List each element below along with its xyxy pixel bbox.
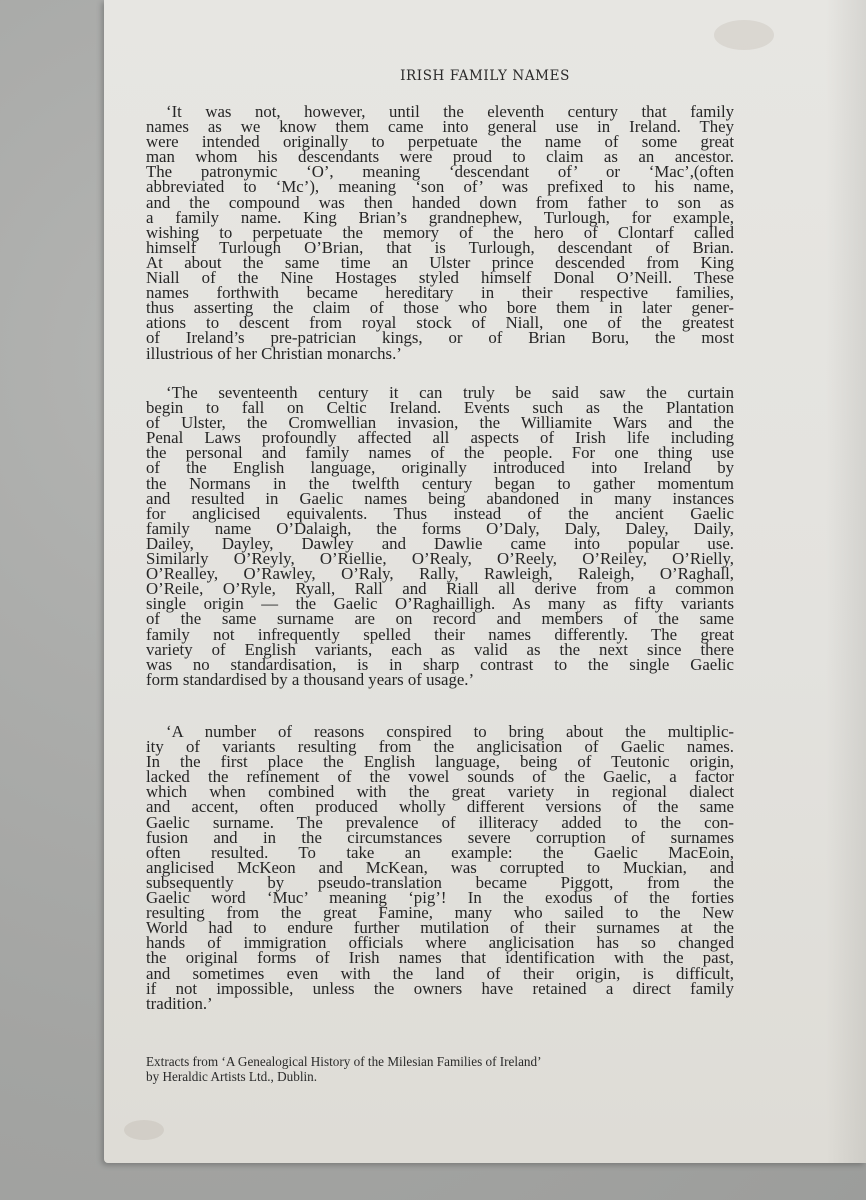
paper-stain [714, 20, 774, 50]
text-line: hands of immigration officials where anglicisation has so changed [146, 933, 734, 953]
text-line: single origin — the Gaelic O’Raghailligh. As many as fifty variants [146, 594, 734, 614]
paragraph-2 [146, 385, 734, 687]
text-line: of Ulster, the Cromwellian invasion, the Williamite Wars and the [146, 413, 734, 433]
text-line: were intended originally to perpetuate the name of some great [146, 132, 734, 152]
text-line: ‘A number of reasons conspired to bring about the multiplic- [166, 722, 734, 741]
text-line: for anglicised equivalents. Thus instead of the ancient Gaelic [146, 503, 734, 523]
text-line: if not impossible, unless the owners have retained a direct family [146, 978, 734, 998]
text-line: anglicised McKeon and McKean, was corrupted to Muckian, and [146, 857, 734, 877]
paragraph-1 [146, 104, 734, 361]
text-line: the original forms of Irish names that identification with the past, [146, 948, 734, 968]
text-line: The patronymic ‘O’, meaning ‘descendant of’ or ‘Mac’,(often [146, 162, 734, 182]
text-line: which when combined with the great variety in regional dialect [146, 782, 734, 802]
text-line: names as we know them came into general use in Ireland. They [146, 117, 734, 137]
text-line: Gaelic surname. The prevalence of illiteracy added to the con- [146, 812, 734, 832]
text-line: and sometimes even with the land of their origin, is difficult, [146, 963, 734, 983]
source-line: Extracts from ‘A Genealogical History of the Milesian Families of Ireland’ [146, 1054, 542, 1069]
text-line: of Ireland’s pre-patrician kings, or of Brian Boru, the most [146, 328, 734, 348]
text-line: illustrious of her Christian monarchs.’ [146, 343, 402, 363]
text-line: ations to descent from royal stock of Niall, one of the greatest [146, 313, 734, 333]
text-line: of the same surname are on record and members of the same [146, 609, 734, 629]
text-line: ‘It was not, however, until the eleventh century that family [166, 102, 734, 121]
page-title: IRISH FAMILY NAMES [400, 68, 570, 84]
text-line: was no standardisation, is in sharp contrast to the single Gaelic [146, 654, 734, 674]
text-line: and the compound was then handed down from father to son as [146, 192, 734, 212]
text-line: In the first place the English language, being of Teutonic origin, [146, 752, 734, 772]
text-line: resulting from the great Famine, many who sailed to the New [146, 903, 734, 923]
text-line: often resulted. To take an example: the Gaelic MacEoin, [146, 842, 734, 862]
text-line: subsequently by pseudo-translation became Piggott, from the [146, 872, 734, 892]
text-line: and resulted in Gaelic names being abandoned in many instances [146, 488, 734, 508]
text-line: family not infrequently spelled their names differently. The great [146, 624, 734, 644]
text-line: Penal Laws profoundly affected all aspects of Irish life including [146, 428, 734, 448]
paragraph-3 [146, 724, 734, 1011]
text-line: Dailey, Dayley, Dawley and Dawlie came into popular use. [146, 533, 734, 553]
paper-stain [124, 1120, 164, 1140]
text-line: tradition.’ [146, 993, 213, 1013]
text-line: form standardised by a thousand years of usage.’ [146, 669, 475, 689]
text-line: ‘The seventeenth century it can truly be said saw the curtain [166, 383, 734, 402]
text-line: thus asserting the claim of those who bore them in later gener- [146, 298, 734, 318]
text-line: fusion and in the circumstances severe corruption of surnames [146, 827, 734, 847]
text-line: abbreviated to ‘Mc’), meaning ‘son of’ was prefixed to his name, [146, 177, 734, 197]
text-line: O’Reile, O’Ryle, Ryall, Rall and Riall all derive from a common [146, 579, 734, 599]
source-line: by Heraldic Artists Ltd., Dublin. [146, 1069, 318, 1084]
text-line: ity of variants resulting from the anglicisation of Gaelic names. [146, 737, 734, 757]
text-line: lacked the refinement of the vowel sounds of the Gaelic, a factor [146, 767, 734, 787]
text-line: begin to fall on Celtic Ireland. Events such as the Plantation [146, 398, 734, 418]
text-line: O’Realley, O’Rawley, O’Raly, Rally, Rawleigh, Raleigh, O’Raghall, [146, 564, 734, 584]
text-line: himself Turlough O’Brian, that is Turlough, descendant of Brian. [146, 237, 734, 257]
text-line: family name O’Dalaigh, the forms O’Daly, Daly, Daley, Daily, [146, 518, 734, 538]
text-line: Niall of the Nine Hostages styled himself Donal O’Neill. These [146, 268, 734, 288]
text-line: variety of English variants, each as valid as the next since there [146, 639, 734, 659]
text-line: wishing to perpetuate the memory of the hero of Clontarf called [146, 222, 734, 242]
text-line: Similarly O’Reyly, O’Riellie, O’Realy, O’Reely, O’Reiley, O’Rielly, [146, 549, 734, 569]
text-line: a family name. King Brian’s grandnephew, Turlough, for example, [146, 207, 734, 227]
text-line: and accent, often produced wholly different versions of the same [146, 797, 734, 817]
text-line: World had to endure further mutilation of their surnames at the [146, 918, 734, 938]
text-line: of the English language, originally introduced into Ireland by [146, 458, 734, 478]
source-citation [146, 1054, 746, 1084]
text-line: Gaelic word ‘Muc’ meaning ‘pig’! In the exodus of the forties [146, 888, 734, 908]
text-line: the personal and family names of the people. For one thing use [146, 443, 734, 463]
text-line: man whom his descendants were proud to claim as an ancestor. [146, 147, 734, 167]
text-line: the Normans in the twelfth century began to gather momentum [146, 473, 734, 493]
text-line: At about the same time an Ulster prince descended from King [146, 252, 734, 272]
text-line: names forthwith became hereditary in their respective families, [146, 283, 734, 303]
